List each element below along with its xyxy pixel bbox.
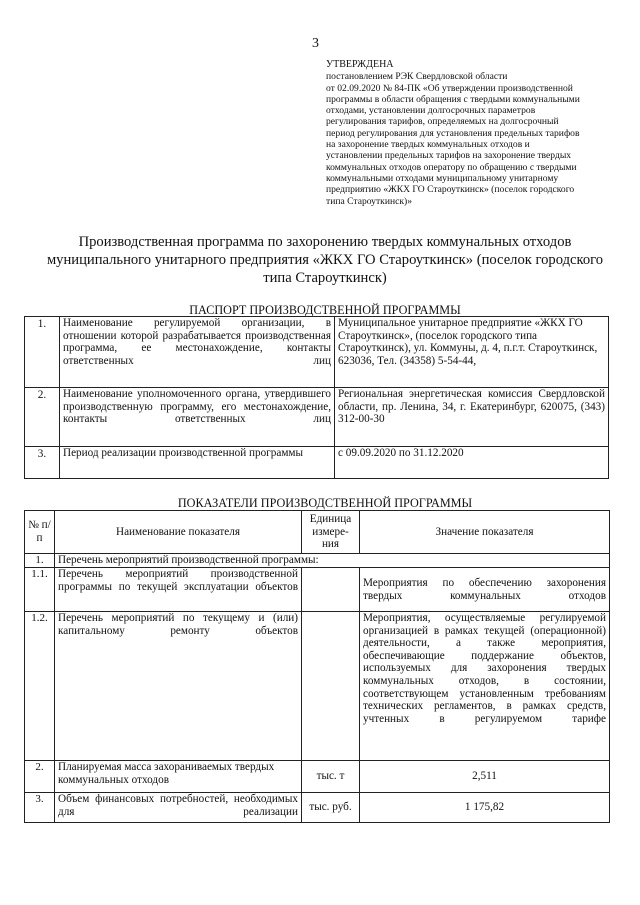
passport-title: ПАСПОРТ ПРОИЗВОДСТВЕННОЙ ПРОГРАММЫ: [189, 303, 461, 317]
approval-line: отходами, установлении долгосрочных параметров: [326, 105, 536, 117]
approval-line: установлении предельных тарифов на захоронение твердых: [326, 150, 572, 162]
header-unit: Единица измере-ния: [302, 511, 360, 554]
program-title-line: муниципального унитарного предприятия «ЖКХ ГО Староуткинск» (поселок городского: [46, 252, 604, 268]
indicator-section-name: Перечень мероприятий производственной программы:: [55, 554, 610, 568]
approval-stamp: [326, 59, 614, 207]
indicator-value: [360, 568, 610, 612]
program-title: [30, 233, 620, 287]
page-number: 3: [312, 36, 319, 51]
indicator-value: [360, 612, 610, 761]
row-number: 1.: [25, 317, 60, 388]
indicator-name: Перечень мероприятий по текущему и (или) капитальному ремонту объектов: [55, 612, 302, 761]
approval-line: регулирования тарифов, определяемых на долгосрочный: [326, 116, 559, 128]
header-num: № п/п: [25, 511, 55, 554]
program-title-line: Производственная программа по захоронению твердых коммунальных отходов: [78, 234, 572, 250]
indicator-value: 1 175,82: [360, 793, 610, 823]
table-row: [25, 612, 610, 761]
indicator-value: 2,511: [360, 761, 610, 793]
header-value: Значение показателя: [360, 511, 610, 554]
passport-value: [335, 317, 609, 388]
indicator-unit: тыс. т: [302, 761, 360, 793]
row-number: 3.: [25, 793, 55, 823]
approval-line: программы в области обращения с твердыми коммунальными: [326, 93, 580, 105]
passport-table: [24, 316, 609, 479]
table-row: [25, 388, 609, 447]
header-name: Наименование показателя: [55, 511, 302, 554]
indicator-unit: [302, 568, 360, 612]
approval-line: коммунальными отходами муниципальному унитарному: [326, 172, 559, 184]
indicator-name: Объем финансовых потребностей, необходимых для реализации: [55, 793, 302, 823]
table-row: [25, 447, 609, 479]
approval-line: типа Староуткинск)»: [326, 195, 413, 207]
table-row: [25, 793, 610, 823]
approval-line: на захоронение твердых коммунальных отходов и: [326, 139, 530, 151]
table-row: [25, 317, 609, 388]
passport-label: Наименование уполномоченного органа, утвердившего производственную программу, его местонахождение, контакты ответственных лиц: [60, 388, 335, 447]
row-number: 2.: [25, 388, 60, 447]
indicator-value-text: Мероприятия по обеспечению захоронения твердых коммунальных отходов: [363, 576, 606, 602]
indicator-unit: [302, 612, 360, 761]
row-number: 1.1.: [25, 568, 55, 612]
passport-value: с 09.09.2020 по 31.12.2020: [335, 447, 609, 479]
table-header-row: [25, 511, 610, 554]
row-number: 2.: [25, 761, 55, 793]
passport-value: Региональная энергетическая комиссия Свердловской области, пр. Ленина, 34, г. Екатеринбург, 620075, (343) 312-00-30: [335, 388, 609, 447]
indicator-name: Перечень мероприятий производственной программы по текущей эксплуатации объектов: [55, 568, 302, 612]
passport-value-text: Муниципальное унитарное предприятие «ЖКХ ГО Староуткинск», (поселок городского типа Староуткинск), ул. Коммуны, д. 4, п.г.т. Староуткинск, 623036, Тел. (34358) 5-54-44,: [338, 317, 598, 367]
approval-line: предприятию «ЖКХ ГО Староуткинск» (поселок городского: [326, 184, 575, 196]
table-row: [25, 761, 610, 793]
approval-line: период регулирования для установления предельных тарифов: [326, 127, 580, 139]
indicator-name: Планируемая масса захораниваемых твердых коммунальных отходов: [55, 761, 302, 793]
indicators-table: [24, 510, 610, 823]
row-number: 1.: [25, 554, 55, 568]
indicator-unit: тыс. руб.: [302, 793, 360, 823]
passport-label: Период реализации производственной программы: [60, 447, 335, 479]
row-number: 1.2.: [25, 612, 55, 761]
approval-line: от 02.09.2020 № 84-ПК «Об утверждении производственной: [326, 82, 573, 94]
program-title-line: типа Староуткинск): [263, 270, 387, 286]
indicators-title: ПОКАЗАТЕЛИ ПРОИЗВОДСТВЕННОЙ ПРОГРАММЫ: [177, 496, 473, 510]
table-row: [25, 568, 610, 612]
approval-line: постановлением РЭК Свердловской области: [326, 71, 508, 83]
row-number: 3.: [25, 447, 60, 479]
approval-line: коммунальных отходов оператору по обращению с твердыми: [326, 161, 577, 173]
indicator-value-text: Мероприятия, осуществляемые регулируемой организацией в рамках текущей (операционной) деятельности, а также мероприятия, обеспечивающие поддержание объектов, используемых для захоронения твердых коммунальных отходов, в состоянии, соответствующем установленным требованиям технических регламентов, в рамках средств, учтенных в регулируемом тарифе: [363, 612, 606, 725]
table-row: [25, 554, 610, 568]
approval-heading: УТВЕРЖДЕНА: [326, 59, 394, 70]
passport-label: Наименование регулируемой организации, в отношении которой разрабатывается производственная программа, ее местонахождение, контакты ответственных лиц: [60, 317, 335, 388]
